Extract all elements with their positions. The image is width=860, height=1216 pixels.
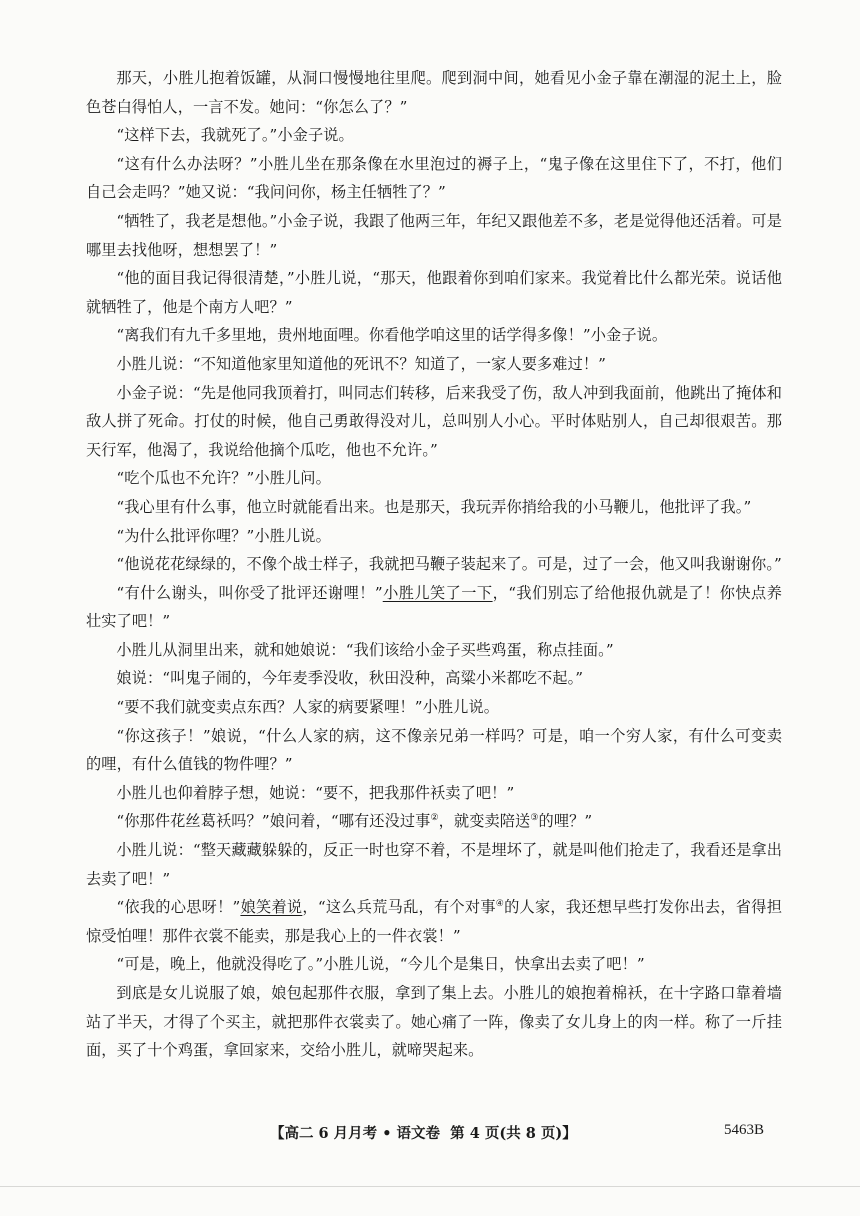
- paragraph: “为什么批评你哩？”小胜儿说。: [116, 526, 331, 545]
- paragraph: 小胜儿从洞里出来，就和她娘说：“我们该给小金子买些鸡蛋，称点挂面。”: [116, 640, 614, 659]
- footer-page-number: 第 4 页(共 8 页): [450, 1125, 563, 1142]
- footer-bracket: 【: [270, 1125, 285, 1142]
- text-span: ，“我们别忘了给他报仇就是了！你快点养壮实了吧！”: [86, 583, 782, 631]
- paragraph-footnoted: [86, 807, 782, 836]
- paragraph-underlined: [86, 579, 782, 636]
- text-span: ，就变卖陪送: [438, 812, 531, 831]
- paragraph: “牺牲了，我老是想他。”小金子说，我跟了他两三年，年纪又跟他差不多，老是觉得他还活着。可是哪里去找他呀，想想罢了！”: [86, 211, 782, 259]
- underlined-phrase: 小胜儿笑了一下: [382, 583, 493, 602]
- text-span: “有什么谢头，叫你受了批评还谢哩！”: [116, 583, 383, 602]
- footnote-mark: ④: [495, 899, 505, 910]
- paragraph: 那天，小胜儿抱着饭罐，从洞口慢慢地往里爬。爬到洞中间，她看见小金子靠在潮湿的泥土上，脸色苍白得怕人，一言不发。她问：“你怎么了？”: [86, 69, 782, 116]
- paragraph: “我心里有什么事，他立时就能看出来。也是那天，我玩弄你捎给我的小马鞭儿，他批评了我。”: [116, 497, 752, 516]
- footer-bracket: 】: [562, 1125, 577, 1142]
- paragraph: 小胜儿也仰着脖子想，她说：“要不，把我那件袄卖了吧！”: [116, 783, 515, 802]
- underlined-phrase: 娘笑着说: [240, 898, 303, 917]
- paragraph: “这有什么办法呀？”小胜儿坐在那条像在水里泡过的褥子上，“鬼子像在这里住下了，不打，他们自己会走吗？”她又说：“我问问你，杨主任牺牲了？”: [86, 154, 782, 202]
- paragraph: “你这孩子！”娘说，“什么人家的病，这不像亲兄弟一样吗？可是，咱一个穷人家，有什么可变卖的哩，有什么值钱的物件哩？”: [86, 726, 782, 774]
- paragraph: “这样下去，我就死了。”小金子说。: [116, 126, 354, 145]
- text-span: “依我的心思呀！”: [116, 898, 241, 917]
- paragraph-underlined: [86, 893, 782, 950]
- paragraph: 小胜儿说：“不知道他家里知道他的死讯不？知道了，一家人要多难过！”: [116, 354, 607, 373]
- footnote-mark: ③: [530, 813, 539, 824]
- paragraph: 娘说：“叫鬼子闹的，今年麦季没收，秋田没种，高粱小米都吃不起。”: [116, 669, 584, 688]
- text-span: ，“这么兵荒马乱，有个对事: [302, 898, 496, 917]
- text-span: 的人家，我还想早些打发你出去，省得担惊受怕哩！那件衣裳不能卖，那是我心上的一件衣裳！”: [86, 898, 782, 945]
- paragraph: “要不我们就变卖点东西？人家的病要紧哩！”小胜儿说。: [116, 698, 500, 717]
- footnote-mark: ②: [430, 813, 439, 824]
- text-span: “你那件花丝葛袄吗？”娘问着，“哪有还没过事: [116, 812, 431, 831]
- footer-exam-info: [270, 1122, 577, 1143]
- paragraph: 小胜儿说：“整天藏藏躲躲的，反正一时也穿不着，不是埋坏了，就是叫他们抢走了，我看还是拿出去卖了吧！”: [86, 841, 782, 888]
- paragraph: “离我们有九千多里地，贵州地面哩。你看他学咱这里的话学得多像！”小金子说。: [116, 326, 668, 345]
- paragraph: 小金子说：“先是他同我顶着打，叫同志们转移，后来我受了伤，敌人冲到我面前，他跳出了掩体和敌人拼了死命。打仗的时候，他自己勇敢得没对儿，总叫别人小心。平时体贴别人，自己却很艰苦。那天行军，他渴了，我说给他摘个瓜吃，他也不允许。”: [86, 383, 782, 459]
- page-footer: [0, 1122, 860, 1146]
- footer-exam-title: 高二 6 月月考 • 语文卷: [284, 1125, 441, 1142]
- footer-paper-code: 5463B: [723, 1122, 764, 1138]
- paragraph: “可是，晚上，他就没得吃了。”小胜儿说，“今儿个是集日，快拿出去卖了吧！”: [116, 955, 645, 974]
- passage-body: [86, 64, 782, 1065]
- paragraph: 到底是女儿说服了娘，娘包起那件衣服，拿到了集上去。小胜儿的娘抱着棉袄，在十字路口靠着墙站了半天，才得了个买主，就把那件衣裳卖了。她心痛了一阵，像卖了女儿身上的肉一样。称了一斤挂面，买了十个鸡蛋，拿回家来，交给小胜儿，就啼哭起来。: [86, 984, 782, 1060]
- paragraph: “他的面目我记得很清楚，”小胜儿说，“那天，他跟着你到咱们家来。我觉着比什么都光荣。说话他就牺牲了，他是个南方人吧？”: [86, 269, 782, 316]
- scan-edge-divider: [0, 1186, 860, 1187]
- paragraph: “吃个瓜也不允许？”小胜儿问。: [116, 469, 331, 488]
- text-span: 的哩？”: [538, 812, 593, 831]
- paragraph: “他说花花绿绿的，不像个战士样子，我就把马鞭子装起来了。可是，过了一会，他又叫我谢谢你。”: [116, 555, 782, 574]
